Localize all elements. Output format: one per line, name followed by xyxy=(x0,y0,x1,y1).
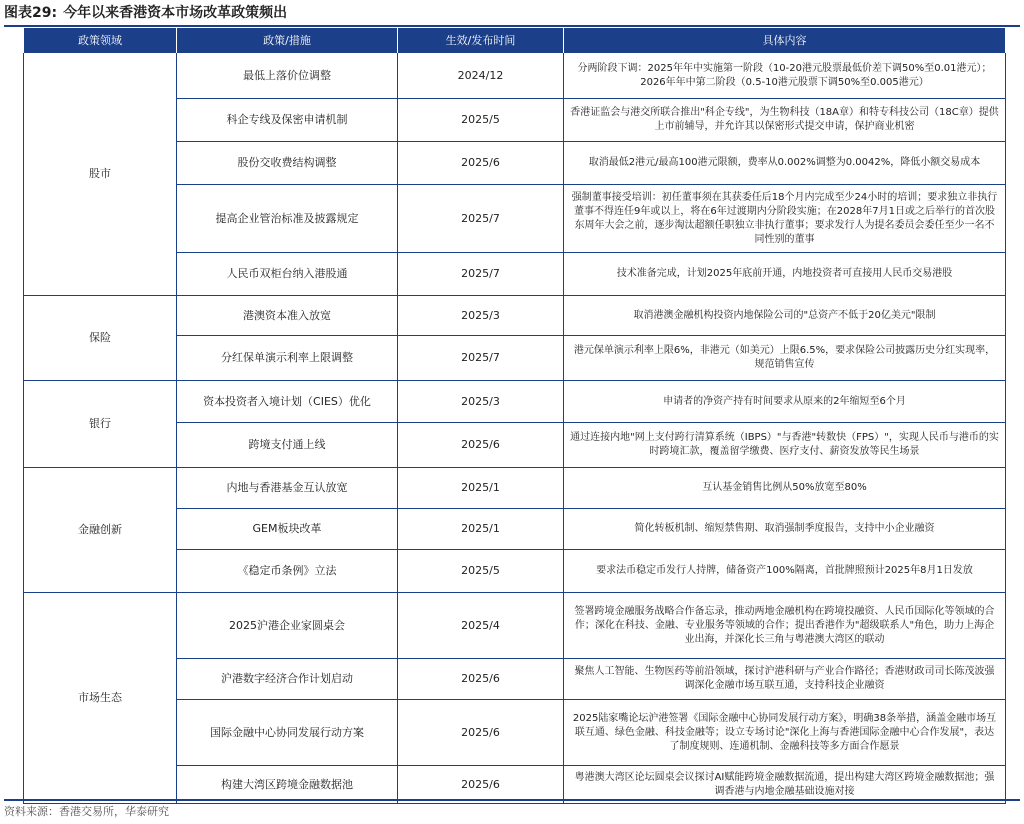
category-cell: 银行 xyxy=(24,381,177,468)
time-cell: 2025/5 xyxy=(398,550,564,593)
table-row xyxy=(24,381,1006,423)
content-cell: 取消最低2港元/最高100港元限额，费率从0.002%调整为0.0042%，降低小额交易成本 xyxy=(564,142,1006,185)
content-cell: 技术准备完成，计划2025年底前开通，内地投资者可直接用人民币交易港股 xyxy=(564,253,1006,296)
measure-cell: 资本投资者入境计划（CIES）优化 xyxy=(177,381,398,423)
table-row xyxy=(24,593,1006,659)
time-cell: 2025/6 xyxy=(398,142,564,185)
measure-cell: 股份交收费结构调整 xyxy=(177,142,398,185)
source-note: 资料来源：香港交易所，华泰研究 xyxy=(4,805,169,818)
time-cell: 2025/3 xyxy=(398,296,564,336)
column-header-measure: 政策/措施 xyxy=(177,28,398,53)
time-cell: 2025/3 xyxy=(398,381,564,423)
content-cell: 简化转板机制、缩短禁售期、取消强制季度报告，支持中小企业融资 xyxy=(564,509,1006,550)
time-cell: 2024/12 xyxy=(398,53,564,99)
table-row xyxy=(24,468,1006,509)
content-cell: 2025陆家嘴论坛沪港签署《国际金融中心协同发展行动方案》，明确38条举措，涵盖金融市场互联互通、绿色金融、科技金融等；设立专场讨论"深化上海与香港国际金融中心合作发展"，表达了制度规则、连通机制、金融科技等多方面合作愿景 xyxy=(564,700,1006,766)
content-cell: 通过连接内地"网上支付跨行清算系统（IBPS）"与香港"转数快（FPS）"，实现人民币与港币的实时跨境汇款，覆盖留学缴费、医疗支付、薪资发放等民生场景 xyxy=(564,423,1006,468)
figure-heading: 今年以来香港资本市场改革政策频出 xyxy=(63,5,288,21)
bottom-rule xyxy=(4,799,1020,801)
content-cell: 聚焦人工智能、生物医药等前沿领域，探讨沪港科研与产业合作路径；香港财政司司长陈茂波强调深化金融市场互联互通，支持科技企业融资 xyxy=(564,659,1006,700)
content-cell: 粤港澳大湾区论坛圆桌会议探讨AI赋能跨境金融数据流通，提出构建大湾区跨境金融数据池；强调香港与内地金融基础设施对接 xyxy=(564,766,1006,804)
time-cell: 2025/6 xyxy=(398,700,564,766)
measure-cell: 沪港数字经济合作计划启动 xyxy=(177,659,398,700)
measure-cell: 内地与香港基金互认放宽 xyxy=(177,468,398,509)
measure-cell: 最低上落价位调整 xyxy=(177,53,398,99)
figure-number: 图表29: xyxy=(4,5,58,21)
top-rule xyxy=(4,25,1020,27)
content-cell: 签署跨境金融服务战略合作备忘录，推动两地金融机构在跨境投融资、人民币国际化等领域的合作；深化在科技、金融、专业服务等领域的合作；提出香港作为"超级联系人"角色，助力上海企业出海，并深化长三角与粤港澳大湾区的联动 xyxy=(564,593,1006,659)
measure-cell: 人民币双柜台纳入港股通 xyxy=(177,253,398,296)
category-cell: 市场生态 xyxy=(24,593,177,804)
column-header-time: 生效/发布时间 xyxy=(398,28,564,53)
content-cell: 香港证监会与港交所联合推出"科企专线"，为生物科技（18A章）和特专科技公司（18C章）提供上市前辅导，并允许其以保密形式提交申请，保护商业机密 xyxy=(564,99,1006,142)
content-cell: 要求法币稳定币发行人持牌，储备资产100%隔离，首批牌照预计2025年8月1日发放 xyxy=(564,550,1006,593)
content-cell: 强制董事接受培训：初任董事须在其获委任后18个月内完成至少24小时的培训；要求独立非执行董事不得连任9年或以上，将在6年过渡期内分阶段实施；在2028年7月1日或之后举行的首次股东周年大会之前，逐步淘汰超额任职独立非执行董事；要求发行人为提名委员会委任至少一名不同性别的董事 xyxy=(564,185,1006,253)
measure-cell: 科企专线及保密申请机制 xyxy=(177,99,398,142)
table-row xyxy=(24,53,1006,99)
table-row xyxy=(24,296,1006,336)
measure-cell: GEM板块改革 xyxy=(177,509,398,550)
time-cell: 2025/6 xyxy=(398,766,564,804)
content-cell: 港元保单演示利率上限6%，非港元（如美元）上限6.5%，要求保险公司披露历史分红实现率，规范销售宣传 xyxy=(564,336,1006,381)
figure-title xyxy=(4,2,287,24)
category-cell: 金融创新 xyxy=(24,468,177,593)
time-cell: 2025/4 xyxy=(398,593,564,659)
time-cell: 2025/7 xyxy=(398,185,564,253)
column-header-content: 具体内容 xyxy=(564,28,1006,53)
content-cell: 互认基金销售比例从50%放宽至80% xyxy=(564,468,1006,509)
content-cell: 分两阶段下调：2025年年中实施第一阶段（10-20港元股票最低价差下调50%至0.01港元）；2026年年中第二阶段（0.5-10港元股票下调50%至0.005港元） xyxy=(564,53,1006,99)
time-cell: 2025/7 xyxy=(398,253,564,296)
content-cell: 取消港澳金融机构投资内地保险公司的"总资产不低于20亿美元"限制 xyxy=(564,296,1006,336)
content-cell: 申请者的净资产持有时间要求从原来的2年缩短至6个月 xyxy=(564,381,1006,423)
policy-table xyxy=(23,28,1006,804)
measure-cell: 构建大湾区跨境金融数据池 xyxy=(177,766,398,804)
category-cell: 保险 xyxy=(24,296,177,381)
measure-cell: 国际金融中心协同发展行动方案 xyxy=(177,700,398,766)
time-cell: 2025/7 xyxy=(398,336,564,381)
measure-cell: 提高企业管治标准及披露规定 xyxy=(177,185,398,253)
column-header-area: 政策领域 xyxy=(24,28,177,53)
measure-cell: 分红保单演示利率上限调整 xyxy=(177,336,398,381)
measure-cell: 2025沪港企业家圆桌会 xyxy=(177,593,398,659)
time-cell: 2025/1 xyxy=(398,468,564,509)
time-cell: 2025/6 xyxy=(398,423,564,468)
table-header-row xyxy=(24,28,1006,53)
category-cell: 股市 xyxy=(24,53,177,296)
measure-cell: 《稳定币条例》立法 xyxy=(177,550,398,593)
time-cell: 2025/5 xyxy=(398,99,564,142)
time-cell: 2025/1 xyxy=(398,509,564,550)
measure-cell: 港澳资本准入放宽 xyxy=(177,296,398,336)
time-cell: 2025/6 xyxy=(398,659,564,700)
measure-cell: 跨境支付通上线 xyxy=(177,423,398,468)
